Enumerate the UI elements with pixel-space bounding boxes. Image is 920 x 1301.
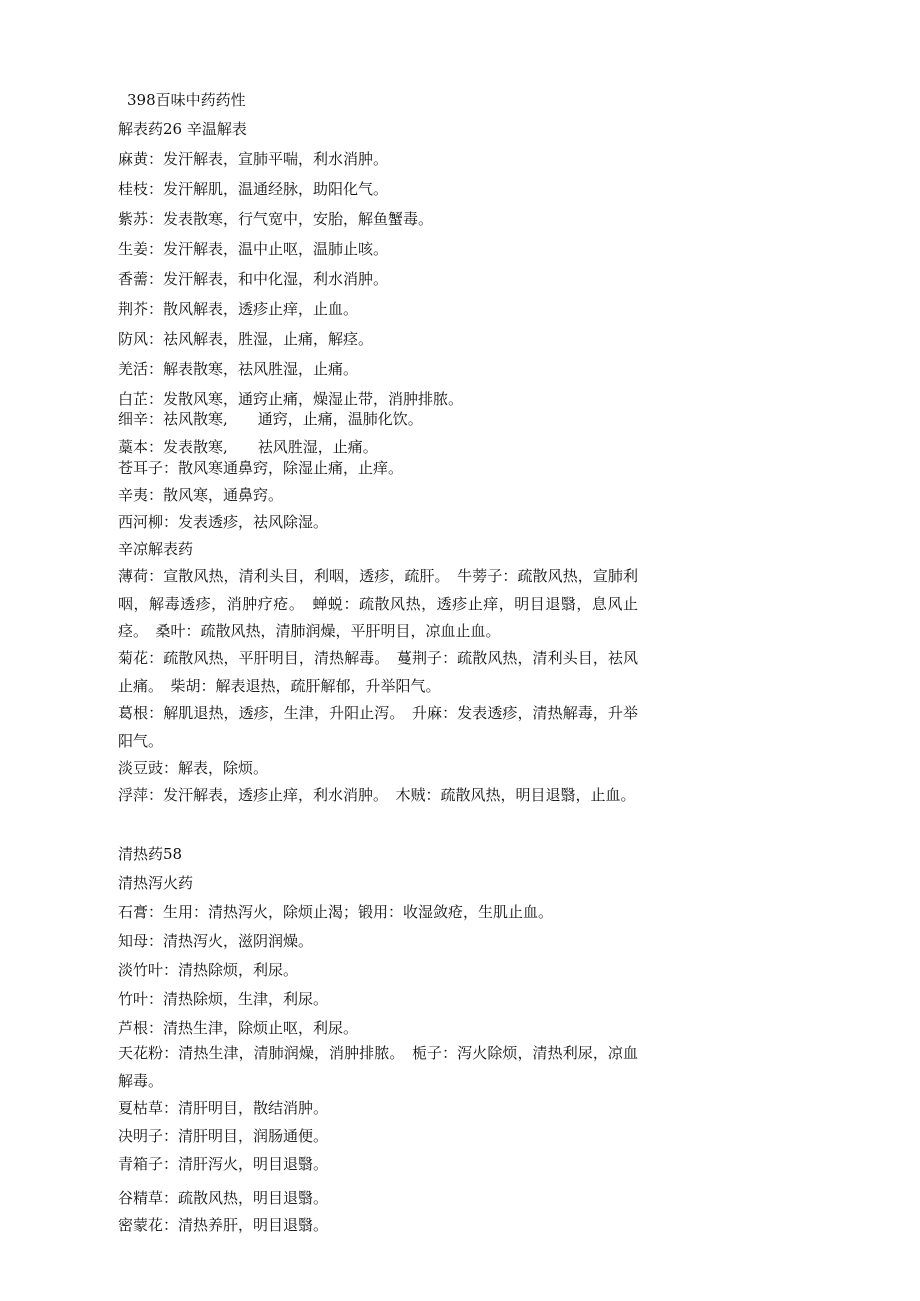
entry-qingxiangzi: 青箱子：清肝泻火，明目退翳。: [118, 1155, 329, 1173]
entry-dandouchi: 淡豆豉：解表，除烦。: [118, 759, 269, 777]
entry-juemingzi: 决明子：清肝明目，润肠通便。: [118, 1127, 329, 1145]
paragraph-fuping: 浮萍：发汗解表，透疹止痒，利水消肿。 木贼：疏散风热，明目退翳，止血。: [118, 786, 636, 804]
entry-xiheliu: 西河柳：发表透疹，祛风除湿。: [118, 513, 329, 531]
entry-qianghuo: 羌活：解表散寒，祛风胜湿，止痛。: [118, 360, 359, 378]
section-heading-xinliang: 辛凉解表药: [118, 540, 194, 558]
entry-jingjie: 荆芥：散风解表，透疹止痒，止血。: [118, 300, 359, 318]
paragraph-gegen: 葛根：解肌退热，透疹，生津，升阳止泻。 升麻：发表透疹，清热解毒，升举阳气。: [118, 704, 638, 750]
section-heading-qingre: 清热药58: [118, 845, 183, 863]
entry-zisu: 紫苏：发表散寒，行气宽中，安胎，解鱼蟹毒。: [118, 210, 434, 228]
entry-shigao: 石膏：生用：清热泻火，除烦止渴；锻用：收湿敛疮，生肌止血。: [118, 903, 554, 921]
paragraph-tianhuafen: 天花粉：清热生津，清肺润燥，消肿排脓。 栀子：泻火除烦，清热利尿，凉血解毒。: [118, 1044, 638, 1090]
entry-guizhi: 桂枝：发汗解肌，温通经脉，助阳化气。: [118, 180, 389, 198]
section-heading-xinwen: 解表药26 辛温解表: [118, 120, 247, 138]
entry-xinyi: 辛夷：散风寒，通鼻窍。: [118, 486, 284, 504]
entry-xixin: 细辛：祛风散寒, 通窍，止痛，温肺化饮。: [118, 410, 423, 428]
entry-xiangru: 香薷：发汗解表，和中化湿，利水消肿。: [118, 270, 389, 288]
entry-fangfeng: 防风：祛风解表，胜湿，止痛，解痉。: [118, 330, 374, 348]
entry-danzhuye: 淡竹叶：清热除烦，利尿。: [118, 961, 299, 979]
entry-zhuye: 竹叶：清热除烦，生津，利尿。: [118, 990, 329, 1008]
document-title: 398百味中药药性: [127, 91, 246, 109]
entry-gaoben: 藁本：发表散寒, 祛风胜湿，止痛。: [118, 438, 378, 456]
entry-xiakucao: 夏枯草：清肝明目，散结消肿。: [118, 1099, 329, 1117]
entry-cangerzi: 苍耳子：散风寒通鼻窍，除湿止痛，止痒。: [118, 459, 404, 477]
entry-zhimu: 知母：清热泻火，滋阴润燥。: [118, 932, 314, 950]
entry-gujingcao: 谷精草：疏散风热，明目退翳。: [118, 1189, 329, 1207]
paragraph-bohe: 薄荷：宣散风热，清利头目，利咽，透疹，疏肝。 牛蒡子：疏散风热，宣肺利咽，解毒透疹，消肿疗疮。 蝉蜕：疏散风热，透疹止痒，明目退翳，息风止痉。 桑叶：疏散风热，清肺润燥，平肝明目，凉血止血。: [118, 567, 638, 640]
entry-lugen: 芦根：清热生津，除烦止呕，利尿。: [118, 1019, 359, 1037]
paragraph-juhua: 菊花：疏散风热，平肝明目，清热解毒。 蔓荆子：疏散风热，清利头目，祛风止痛。 柴胡：解表退热，疏肝解郁，升举阳气。: [118, 649, 638, 695]
entry-mahuang: 麻黄：发汗解表，宣肺平喘，利水消肿。: [118, 150, 389, 168]
entry-baizhi: 白芷：发散风寒，通窍止痛，燥湿止带，消肿排脓。: [118, 390, 464, 408]
entry-shengjiang: 生姜：发汗解表，温中止呕，温肺止咳。: [118, 240, 389, 258]
subsection-heading-qingrexiehuo: 清热泻火药: [118, 874, 194, 892]
entry-mimenghua: 密蒙花：清热养肝，明目退翳。: [118, 1216, 329, 1234]
